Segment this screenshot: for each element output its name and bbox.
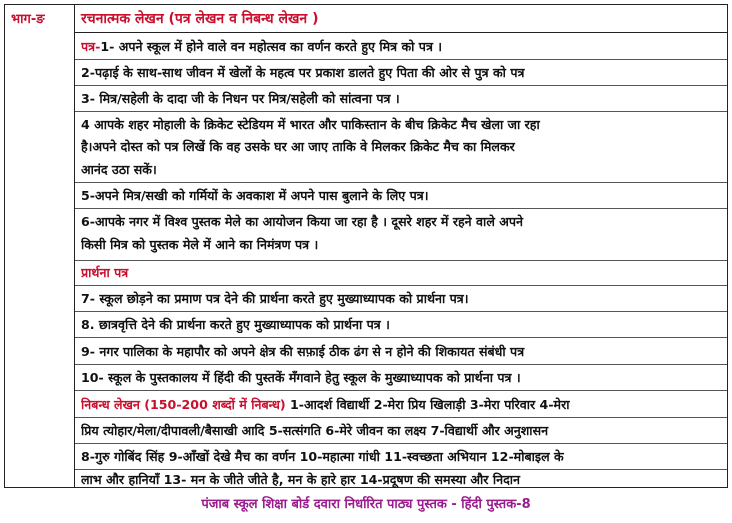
heading-row xyxy=(75,5,727,33)
letter-item-3: 3- मित्र/सहेली के दादा जी के निधन पर मित्र/सहेली को सांत्वना पत्र । xyxy=(81,91,400,106)
essay-line-2: प्रिय त्योहार/मेला/दीपावली/बैसाखी आदि 5-सत्संगति 6-मेरे जीवन का लक्ष्य 7-विद्यार्थी और अनुशासन xyxy=(81,423,549,438)
row-divider xyxy=(75,469,727,470)
row-divider xyxy=(75,364,727,365)
letter-item-4-line-1: 4 आपके शहर मोहाली के क्रिकेट स्टेडियम में भारत और पाकिस्तान के बीच क्रिकेट मैच खेला जा रहा xyxy=(81,117,540,132)
letter-item-6-line-1: 6-आपके नगर में विश्व पुस्तक मेले का आयोजन किया जा रहा है । दूसरे शहर में रहने वाले अपने xyxy=(81,214,524,229)
row-divider xyxy=(75,260,727,261)
footer-source: पंजाब स्कूल शिक्षा बोर्ड दवारा निर्धारित पाठ्य पुस्तक - हिंदी पुस्तक-8 xyxy=(201,497,531,512)
essay-line-4: लाभ और हानियाँ 13- मन के जीते जीते है, मन के हारे हार 14-प्रदूषण की समस्या और निदान xyxy=(81,472,521,487)
row-divider xyxy=(75,59,727,60)
application-item-10: 10- स्कूल के पुस्तकालय में हिंदी की पुस्तकें मँगवाने हेतु स्कूल के मुख्याध्यापक को प्रार्थना पत्र । xyxy=(81,370,521,385)
row-divider xyxy=(75,337,727,338)
application-item-7: 7- स्कूल छोड़ने का प्रमाण पत्र देने की प्रार्थना करते हुए मुख्याध्यापक को प्रार्थना पत्र। xyxy=(81,291,469,306)
content-column xyxy=(75,5,727,487)
letter-item-2: 2-पढ़ाई के साथ-साथ जीवन में खेलों के महत्व पर प्रकाश डालते हुए पिता की ओर से पुत्र को पत्र xyxy=(81,65,525,80)
letters-label: पत्र- xyxy=(81,39,101,54)
section-heading: रचनात्मक लेखन (पत्र लेखन व निबन्ध लेखन ) xyxy=(81,11,319,27)
essay-line-1-text: 1-आदर्श विद्यार्थी 2-मेरा प्रिय खिलाड़ी 3-मेरा परिवार 4-मेरा xyxy=(285,397,570,412)
letter-item-1 xyxy=(81,38,721,55)
row-divider xyxy=(75,208,727,209)
letter-item-5: 5-अपने मित्र/सखी को गर्मियों के अवकाश में अपने पास बुलाने के लिए पत्र। xyxy=(81,188,429,203)
content-table xyxy=(4,4,728,488)
essay-line-3: 8-गुरु गोबिंद सिंह 9-आँखों देखे मैच का वर्णन 10-महात्मा गांधी 11-स्वच्छता अभियान 12-मोबाइल के xyxy=(81,449,564,464)
essays-title: निबन्ध लेखन (150-200 शब्दों में निबन्ध) xyxy=(81,397,286,412)
row-divider xyxy=(75,311,727,312)
application-item-8: 8. छात्रवृत्ति देने की प्रार्थना करते हुए मुख्याध्यापक को प्रार्थना पत्र । xyxy=(81,317,390,332)
section-column xyxy=(5,5,75,487)
letter-item-4-line-3: आनंद उठा सकें। xyxy=(81,162,157,177)
applications-title: प्रार्थना पत्र xyxy=(81,265,129,280)
row-divider xyxy=(75,182,727,183)
essay-line-1 xyxy=(81,396,721,413)
letter-item-6-line-2: किसी मित्र को पुस्तक मेले में आने का निमंत्रण पत्र । xyxy=(81,237,319,252)
row-divider xyxy=(75,390,727,391)
letter-item-4-line-2: है।अपने दोस्त को पत्र लिखें कि वह उसके घर आ जाए ताकि वे मिलकर क्रिकेट मैच का मिलकर xyxy=(81,139,515,154)
row-divider xyxy=(75,85,727,86)
application-item-9: 9- नगर पालिका के महापौर को अपने क्षेत्र की सफ़ाई ठीक ढंग से न होने की शिकायत संबंधी पत्र xyxy=(81,344,525,359)
row-divider xyxy=(75,111,727,112)
section-label: भाग-ङ xyxy=(11,12,45,27)
letter-item-1-text: 1- अपने स्कूल में होने वाले वन महोत्सव का वर्णन करते हुए मित्र को पत्र । xyxy=(100,39,443,54)
row-divider xyxy=(75,285,727,286)
row-divider xyxy=(75,417,727,418)
row-divider xyxy=(75,443,727,444)
